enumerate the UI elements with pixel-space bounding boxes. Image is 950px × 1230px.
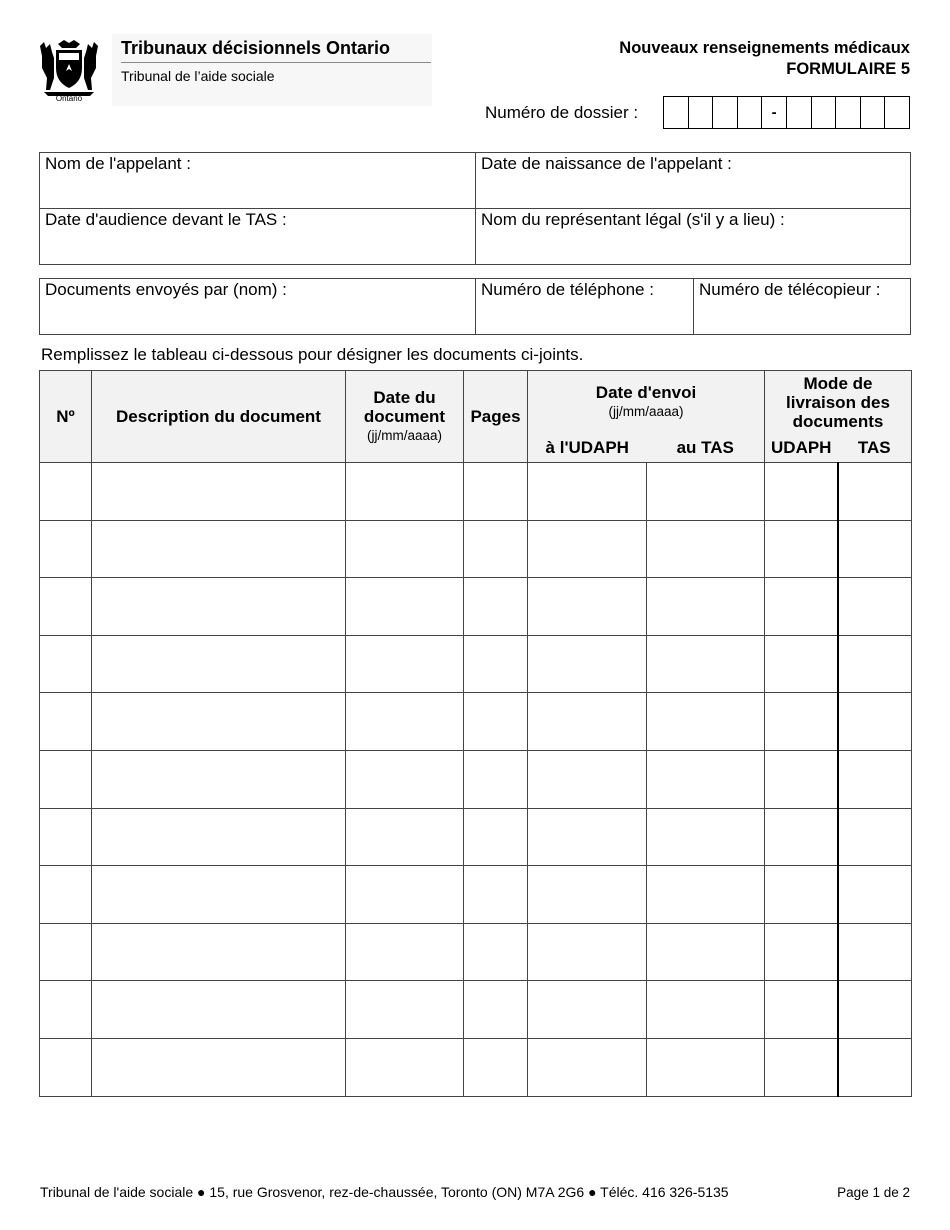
organization-subtitle: Tribunal de l’aide sociale xyxy=(121,68,275,84)
document-date-cell[interactable] xyxy=(346,578,464,636)
number-cell[interactable] xyxy=(40,981,92,1039)
mode-tas-cell[interactable] xyxy=(838,1038,912,1096)
hearing-date-label: Date d'audience devant le TAS : xyxy=(45,210,287,229)
mode-tas-cell[interactable] xyxy=(838,520,912,578)
number-cell[interactable] xyxy=(40,923,92,981)
sent-by-field[interactable] xyxy=(40,279,476,335)
form-title: Nouveaux renseignements médicaux xyxy=(619,39,910,57)
pages-cell[interactable] xyxy=(464,808,528,866)
col-header-delivery-mode-line1: Mode de xyxy=(803,373,873,393)
form-number: FORMULAIRE 5 xyxy=(786,60,910,78)
mode-udaph-cell[interactable] xyxy=(765,693,838,751)
sent-udaph-cell[interactable] xyxy=(528,635,647,693)
footer-address: Tribunal de l'aide sociale ● 15, rue Grosvenor, rez-de-chaussée, Toronto (ON) M7A 2G6 ● Téléc. 416 326-5135 xyxy=(40,1184,729,1200)
mode-udaph-cell[interactable] xyxy=(765,463,838,521)
table-row xyxy=(40,1038,912,1096)
number-cell[interactable] xyxy=(40,578,92,636)
document-date-cell[interactable] xyxy=(346,808,464,866)
description-cell[interactable] xyxy=(92,923,346,981)
pages-cell[interactable] xyxy=(464,1038,528,1096)
pages-cell[interactable] xyxy=(464,578,528,636)
document-date-cell[interactable] xyxy=(346,635,464,693)
table-row xyxy=(40,923,912,981)
mode-udaph-cell[interactable] xyxy=(765,923,838,981)
documents-table-body xyxy=(40,463,912,1097)
col-header-sent-tas: au TAS xyxy=(647,434,765,463)
logo-caption: Ontario xyxy=(55,94,83,103)
description-cell[interactable] xyxy=(92,693,346,751)
file-number-field[interactable] xyxy=(663,96,910,129)
pages-cell[interactable] xyxy=(464,635,528,693)
sent-tas-cell[interactable] xyxy=(647,1038,765,1096)
legal-rep-label: Nom du représentant légal (s'il y a lieu) : xyxy=(481,210,785,229)
col-header-delivery-mode-line3: documents xyxy=(792,411,884,431)
sent-udaph-cell[interactable] xyxy=(528,866,647,924)
document-date-cell[interactable] xyxy=(346,463,464,521)
sent-tas-cell[interactable] xyxy=(647,635,765,693)
table-instruction: Remplissez le tableau ci-dessous pour désigner les documents ci-joints. xyxy=(41,345,584,364)
mode-tas-cell[interactable] xyxy=(838,578,912,636)
pages-cell[interactable] xyxy=(464,520,528,578)
file-number-digit[interactable] xyxy=(713,97,738,128)
number-cell[interactable] xyxy=(40,463,92,521)
fax-field[interactable] xyxy=(694,279,911,335)
phone-field[interactable] xyxy=(476,279,694,335)
document-date-cell[interactable] xyxy=(346,981,464,1039)
sent-tas-cell[interactable] xyxy=(647,866,765,924)
description-cell[interactable] xyxy=(92,635,346,693)
sent-tas-cell[interactable] xyxy=(647,923,765,981)
document-date-cell[interactable] xyxy=(346,923,464,981)
mode-udaph-cell[interactable] xyxy=(765,750,838,808)
phone-label: Numéro de téléphone : xyxy=(481,280,654,299)
col-header-mode-tas: TAS xyxy=(838,434,912,463)
col-header-document-date-line2: document xyxy=(363,407,446,426)
mode-udaph-cell[interactable] xyxy=(765,1038,838,1096)
file-number-digit[interactable] xyxy=(738,97,763,128)
number-cell[interactable] xyxy=(40,635,92,693)
pages-cell[interactable] xyxy=(464,923,528,981)
sent-udaph-cell[interactable] xyxy=(528,578,647,636)
sent-tas-cell[interactable] xyxy=(647,520,765,578)
col-header-sent-date-format: (jj/mm/aaaa) xyxy=(608,404,684,420)
col-header-description: Description du document xyxy=(92,371,346,463)
table-row xyxy=(40,981,912,1039)
mode-udaph-cell[interactable] xyxy=(765,808,838,866)
appellant-name-label: Nom de l'appelant : xyxy=(45,154,191,173)
file-number-digit[interactable] xyxy=(861,97,886,128)
sent-udaph-cell[interactable] xyxy=(528,520,647,578)
sent-udaph-cell[interactable] xyxy=(528,463,647,521)
mode-tas-cell[interactable] xyxy=(838,635,912,693)
description-cell[interactable] xyxy=(92,463,346,521)
sent-udaph-cell[interactable] xyxy=(528,808,647,866)
description-cell[interactable] xyxy=(92,578,346,636)
file-number-digit[interactable] xyxy=(812,97,837,128)
mode-tas-cell[interactable] xyxy=(838,693,912,751)
appellant-dob-field[interactable] xyxy=(476,153,911,209)
description-cell[interactable] xyxy=(92,866,346,924)
hearing-date-field[interactable] xyxy=(40,209,476,265)
number-cell[interactable] xyxy=(40,750,92,808)
legal-rep-field[interactable] xyxy=(476,209,911,265)
table-row xyxy=(40,520,912,578)
table-row xyxy=(40,635,912,693)
sent-udaph-cell[interactable] xyxy=(528,693,647,751)
mode-udaph-cell[interactable] xyxy=(765,520,838,578)
appellant-info-table xyxy=(39,152,911,265)
number-cell[interactable] xyxy=(40,808,92,866)
fax-label: Numéro de télécopieur : xyxy=(699,280,881,299)
description-cell[interactable] xyxy=(92,981,346,1039)
sender-info-table xyxy=(39,278,911,335)
table-row xyxy=(40,693,912,751)
file-number-digit[interactable] xyxy=(836,97,861,128)
sent-tas-cell[interactable] xyxy=(647,750,765,808)
pages-cell[interactable] xyxy=(464,463,528,521)
mode-tas-cell[interactable] xyxy=(838,923,912,981)
mode-tas-cell[interactable] xyxy=(838,750,912,808)
form-title-block xyxy=(619,38,910,80)
document-date-cell[interactable] xyxy=(346,693,464,751)
document-date-cell[interactable] xyxy=(346,1038,464,1096)
mode-udaph-cell[interactable] xyxy=(765,981,838,1039)
sent-tas-cell[interactable] xyxy=(647,463,765,521)
table-row xyxy=(40,750,912,808)
pages-cell[interactable] xyxy=(464,750,528,808)
col-header-number: Nº xyxy=(40,371,92,463)
pages-cell[interactable] xyxy=(464,981,528,1039)
col-header-pages: Pages xyxy=(464,371,528,463)
col-header-delivery-mode-line2: livraison des xyxy=(786,392,890,412)
sent-tas-cell[interactable] xyxy=(647,693,765,751)
file-number-digit[interactable] xyxy=(787,97,812,128)
mode-udaph-cell[interactable] xyxy=(765,635,838,693)
col-header-sent-date xyxy=(528,371,765,434)
description-cell[interactable] xyxy=(92,750,346,808)
organization-title: Tribunaux décisionnels Ontario xyxy=(121,38,391,58)
sent-by-label: Documents envoyés par (nom) : xyxy=(45,280,287,299)
mode-udaph-cell[interactable] xyxy=(765,578,838,636)
file-number-label: Numéro de dossier : xyxy=(485,103,639,122)
sent-udaph-cell[interactable] xyxy=(528,1038,647,1096)
divider xyxy=(121,62,431,63)
mode-tas-cell[interactable] xyxy=(838,463,912,521)
mode-tas-cell[interactable] xyxy=(838,808,912,866)
pages-cell[interactable] xyxy=(464,866,528,924)
file-number-digit[interactable] xyxy=(664,97,689,128)
col-header-document-date-line1: Date du xyxy=(373,388,436,407)
sent-udaph-cell[interactable] xyxy=(528,750,647,808)
col-header-document-date-format: (jj/mm/aaaa) xyxy=(366,428,442,443)
document-date-cell[interactable] xyxy=(346,750,464,808)
number-cell[interactable] xyxy=(40,866,92,924)
sent-tas-cell[interactable] xyxy=(647,578,765,636)
page-number: Page 1 de 2 xyxy=(837,1185,910,1200)
document-date-cell[interactable] xyxy=(346,520,464,578)
number-cell[interactable] xyxy=(40,520,92,578)
document-date-cell[interactable] xyxy=(346,866,464,924)
table-row xyxy=(40,578,912,636)
appellant-dob-label: Date de naissance de l'appelant : xyxy=(481,154,732,173)
sent-udaph-cell[interactable] xyxy=(528,923,647,981)
col-header-document-date xyxy=(346,371,464,463)
file-number-digit[interactable] xyxy=(689,97,714,128)
pages-cell[interactable] xyxy=(464,693,528,751)
appellant-name-field[interactable] xyxy=(40,153,476,209)
file-number-separator: - xyxy=(762,97,787,128)
sent-tas-cell[interactable] xyxy=(647,808,765,866)
number-cell[interactable] xyxy=(40,693,92,751)
documents-table xyxy=(39,370,912,1097)
mode-tas-cell[interactable] xyxy=(838,866,912,924)
number-cell[interactable] xyxy=(40,1038,92,1096)
mode-tas-cell[interactable] xyxy=(838,981,912,1039)
description-cell[interactable] xyxy=(92,808,346,866)
description-cell[interactable] xyxy=(92,520,346,578)
sent-udaph-cell[interactable] xyxy=(528,981,647,1039)
file-number-digit[interactable] xyxy=(885,97,909,128)
col-header-mode-udaph: UDAPH xyxy=(765,434,838,463)
table-row xyxy=(40,808,912,866)
col-header-sent-date-title: Date d'envoi xyxy=(595,383,697,403)
col-header-sent-udaph: à l'UDAPH xyxy=(528,434,647,463)
table-row xyxy=(40,463,912,521)
description-cell[interactable] xyxy=(92,1038,346,1096)
table-row xyxy=(40,866,912,924)
sent-tas-cell[interactable] xyxy=(647,981,765,1039)
mode-udaph-cell[interactable] xyxy=(765,866,838,924)
col-header-delivery-mode xyxy=(765,371,912,434)
